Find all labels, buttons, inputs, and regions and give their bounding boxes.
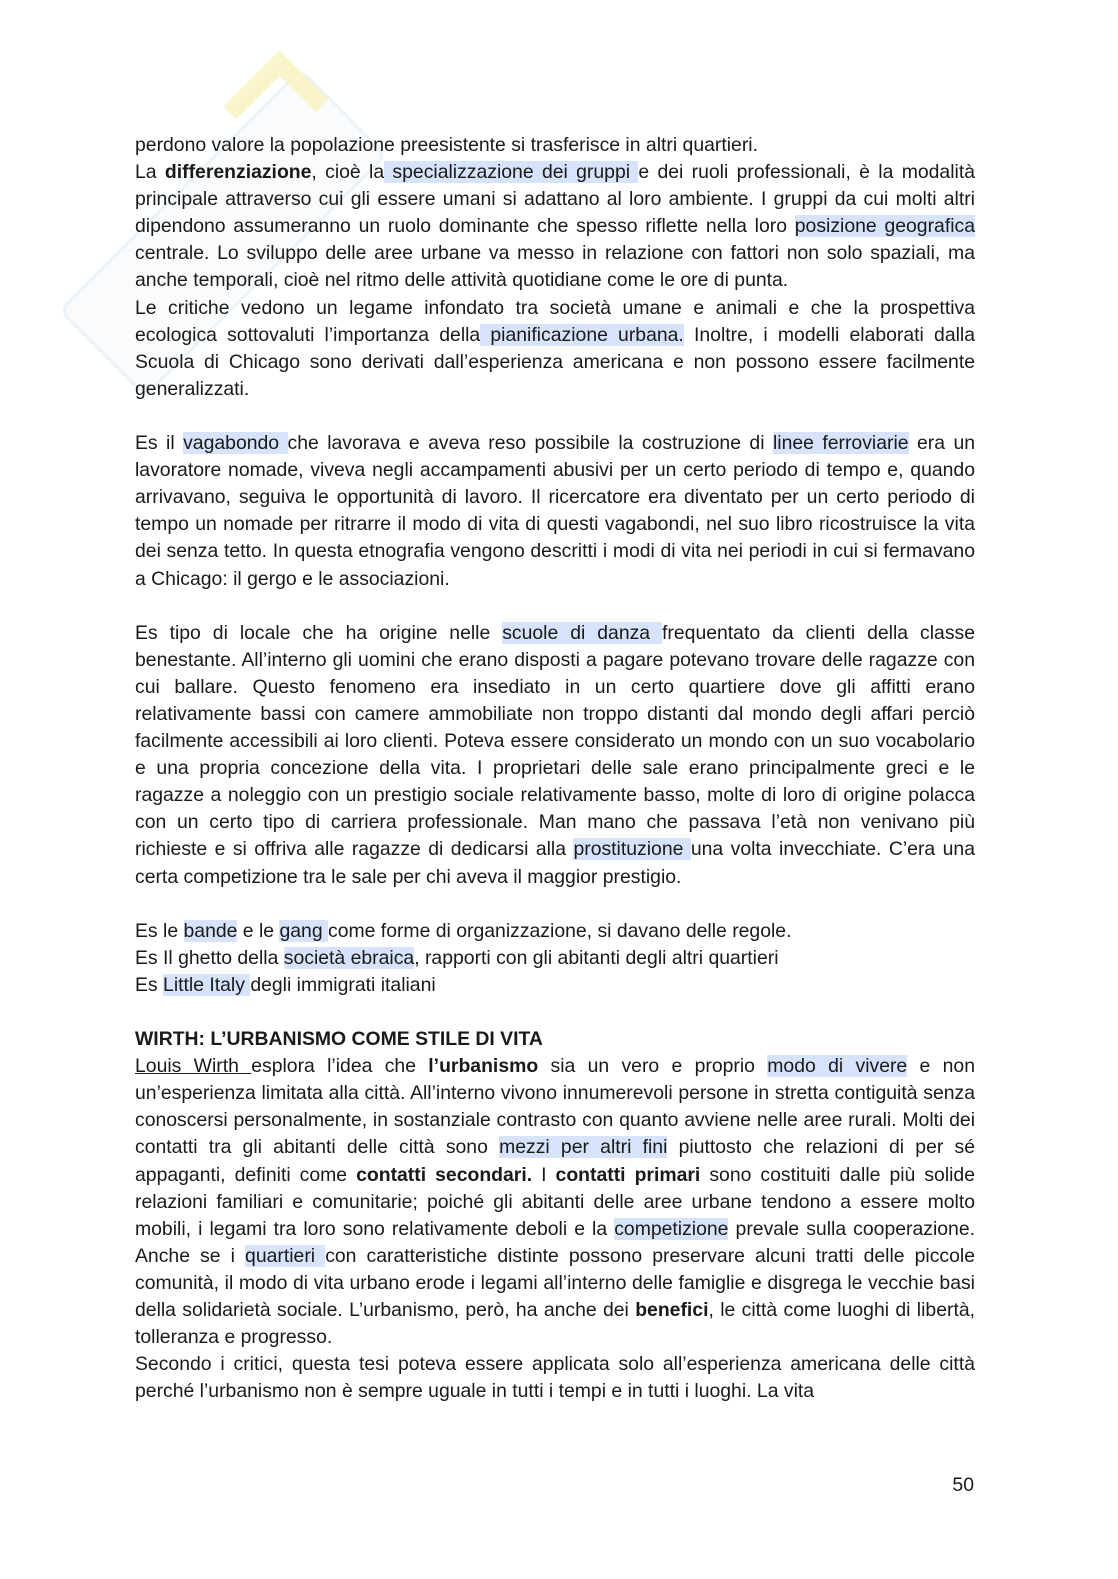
highlight: linee ferroviarie [772,432,909,455]
highlight: posizione geografica [794,215,975,238]
highlight: pianificazione urbana. [480,323,684,346]
bold-term: benefici [635,1299,709,1322]
highlight: specializzazione dei gruppi [384,161,639,184]
paragraph-scuole-danza: Es tipo di locale che ha origine nelle scuole di danza frequentato da clienti della classe benestante. All’interno gli uomini che erano disposti a pagare potevano trovare delle ragazze con cui ballare. Questo fenomeno era insediato in un certo quartiere dove gli affitti erano relativamente bassi con camere ammobiliate non troppo distanti dal mondo degli affari perciò facilmente accessibili ai loro clienti. Poteva essere considerato un mondo con un suo vocabolario e una propria concezione della vita. I proprietari delle sale erano principalmente greci e le ragazze a noleggio con un prestigio sociale relativamente basso, molte di loro di origine polacca con un certo tipo di carriera professionale. Man mano che passava l’età non venivano più richieste e si offriva alle ragazze di dedicarsi alla prostituzione una volta invecchiate. C’era una certa competizione tra le sale per chi aveva il maggior prestigio. [135,621,975,888]
paragraph-wirth: Louis Wirth esplora l’idea che l’urbanismo sia un vero e proprio modo di vivere e non un’esperienza limitata alla città. All’interno vivono innumerevoli persone in stretta contiguità senza conoscersi personalmente, in sostanziale contrasto con quanto avviene nelle aree rurali. Molti dei contatti tra gli abitanti delle città sono mezzi per altri fini piuttosto che relazioni di per sé appaganti, definiti come contatti secondari. I contatti primari sono costituiti dalle più solide relazioni familiari e comunitarie; poiché gli abitanti delle aree urbane tendono a essere molto mobili, i legami tra loro sono relativamente deboli e la competizione prevale sulla cooperazione. Anche se i quartieri con caratteristiche distinte possono preservare alcuni tratti delle piccole comunità, il modo di vita urbano erode i legami all’interno delle famiglie e disgrega le vecchie basi della solidarietà sociale. L’urbanismo, però, ha anche dei benefici, le città come luoghi di libertà, tolleranza e progresso. [135,1055,976,1349]
paragraph-critiche: Le critiche vedono un legame infondato tra società umane e animali e che la prospettiva ecologica sottovaluti l’importanza della pianificazione urbana. Inoltre, i modelli elaborati dalla Scuola di Chicago sono derivati dall’esperienza americana e non possono essere facilmente generalizzati. [135,296,975,400]
bold-term: differenziazione [164,161,312,184]
paragraph-vagabondo: Es il vagabondo che lavorava e aveva reso possibile la costruzione di linee ferroviarie era un lavoratore nomade, viveva negli accampamenti abusivi per un certo periodo di tempo e, quando arrivavano, seguiva le opportunità di lavoro. Il ricercatore era diventato per un certo periodo di tempo un nomade per ritrarre il modo di vita di questi vagabondi, nel suo libro ricostruisce la vita dei senza tetto. In questa etnografia vengono descritti i modi di vita nei periodi in cui si fermavano a Chicago: il gergo e le associazioni. [135,432,976,590]
bold-term: contatti primari [555,1163,701,1186]
highlight: Little Italy [163,973,251,996]
page-number: 50 [952,1474,974,1496]
highlight: quartieri [245,1244,326,1267]
highlight: società ebraica [283,946,415,969]
document-page [135,132,975,1405]
highlight: prostituzione [573,838,691,861]
bold-term: contatti secondari. [356,1163,533,1186]
highlight: scuole di danza [502,621,663,644]
highlight: gang [279,919,328,942]
bold-term: l’urbanismo [428,1055,539,1078]
highlight: modo di vivere [767,1055,908,1078]
example-line-ghetto: Es Il ghetto della società ebraica, rapporti con gli abitanti degli altri quartieri [135,946,779,969]
example-line-bande: Es le bande e le gang come forme di organizzazione, si davano delle regole. [135,919,792,942]
underlined-name: Louis Wirth [135,1055,252,1078]
highlight: vagabondo [183,432,288,455]
paragraph-critici: Secondo i critici, questa tesi poteva essere applicata solo all’esperienza americana delle città perché l’urbanismo non è sempre uguale in tutti i tempi e in tutti i luoghi. La vita [135,1353,975,1403]
paragraph-differenziazione: La differenziazione, cioè la specializzazione dei gruppi e dei ruoli professionali, è la modalità principale attraverso cui gli essere umani si adattano al loro ambiente. I gruppi da cui molti altri dipendono assumeranno un ruolo dominante che spesso riflette nella loro posizione geografica centrale. Lo sviluppo delle aree urbane va messo in relazione con fattori non solo spaziali, ma anche temporali, cioè nel ritmo delle attività quotidiane come le ore di punta. [135,161,975,292]
paragraph-1: perdono valore la popolazione preesistente si trasferisce in altri quartieri. [135,134,758,156]
highlight: bande [183,919,238,942]
highlight: competizione [614,1217,729,1240]
highlight: mezzi per altri fini [499,1136,668,1159]
example-line-little-italy: Es Little Italy degli immigrati italiani [135,973,436,996]
section-heading: WIRTH: L’URBANISMO COME STILE DI VITA [135,1028,543,1051]
